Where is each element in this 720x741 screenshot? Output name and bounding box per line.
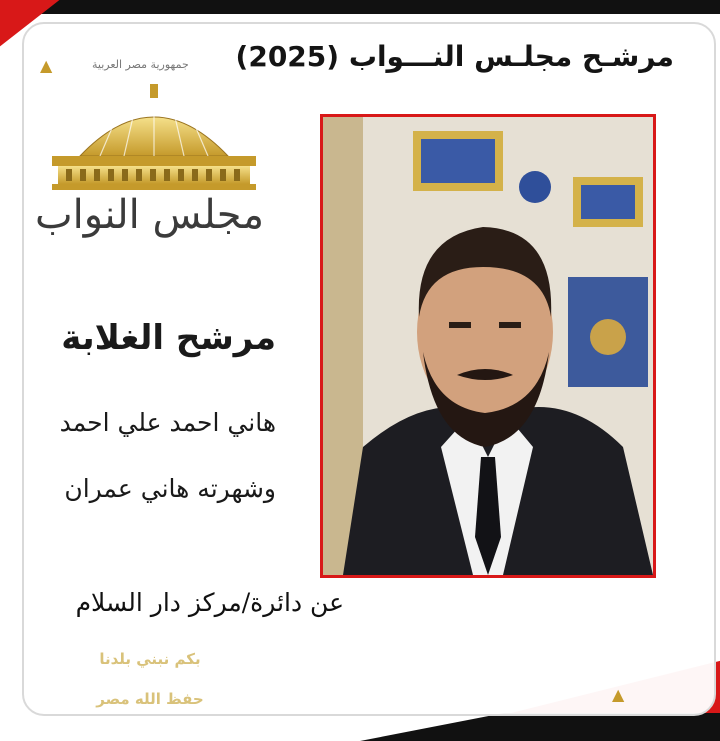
candidate-photo bbox=[320, 114, 656, 578]
eagle-icon: ▲ bbox=[40, 56, 53, 75]
slogan-line-2: حفظ الله مصر bbox=[96, 690, 204, 708]
council-logo-text: مجلس النواب bbox=[34, 192, 264, 238]
candidate-title: مرشح الغلابة bbox=[61, 318, 276, 358]
republic-text: جمهورية مصر العربية bbox=[92, 58, 189, 71]
dome-icon bbox=[44, 84, 264, 194]
slogan-line-1: بكم نبني بلدنا bbox=[99, 650, 201, 668]
top-border bbox=[0, 0, 720, 14]
eagle-icon: ▲ bbox=[612, 685, 625, 704]
flag-band-black-bottom bbox=[360, 713, 720, 741]
candidate-full-name: هاني احمد علي احمد bbox=[59, 408, 276, 437]
district-text: عن دائرة/مركز دار السلام bbox=[75, 588, 344, 617]
candidate-nickname: وشهرته هاني عمران bbox=[64, 474, 276, 503]
page-title: مرشـح مجلـس النـــواب (2025) bbox=[235, 40, 674, 73]
